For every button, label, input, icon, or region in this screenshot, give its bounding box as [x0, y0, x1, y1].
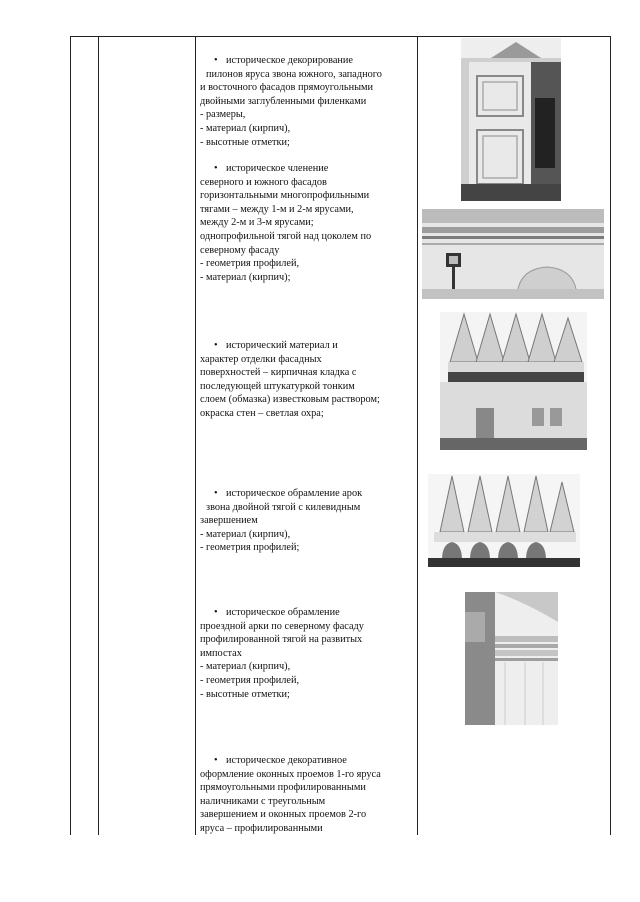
block-line: горизонтальными многопрофильными	[200, 190, 370, 202]
block-line: и восточного фасадов прямоугольными	[200, 82, 374, 94]
block-line: окраска стен – светлая охра;	[200, 407, 324, 419]
block-line: слоем (обмазка) известковым раствором;	[200, 394, 380, 406]
bullet: •	[214, 755, 218, 766]
block-lead: историческое членение	[226, 163, 329, 174]
bullet: •	[214, 488, 218, 499]
block-line: тягами – между 1-м и 2-м ярусами,	[200, 203, 354, 215]
table-border-col4	[417, 36, 418, 835]
block-lead: историческое обрамление	[226, 607, 340, 618]
block-line: - материал (кирпич),	[200, 661, 291, 673]
photo-pylon-panels	[461, 38, 561, 201]
bullet: •	[214, 55, 218, 66]
photo-arch-impost	[465, 592, 558, 725]
block-line: импостах	[200, 647, 242, 659]
block-lead: исторический материал и	[226, 340, 338, 351]
block-line: однопрофильной тягой над цоколем по	[200, 230, 372, 242]
block-line: пилонов яруса звона южного, западного	[206, 68, 382, 80]
block-line: звона двойной тягой с килевидным	[206, 501, 361, 513]
block-line: - материал (кирпич),	[200, 528, 291, 540]
block-line: - высотные отметки;	[200, 688, 290, 700]
block-line: северного и южного фасадов	[200, 176, 327, 188]
block-line: - геометрия профилей,	[200, 674, 300, 686]
text-block-1	[200, 54, 414, 149]
block-line: между 2-м и 3-м ярусами;	[200, 217, 314, 229]
block-line: завершением и оконных проемов 2-го	[200, 809, 367, 821]
table-top-border	[70, 36, 611, 37]
table-border-col2	[98, 36, 99, 835]
block-line: - материал (кирпич),	[200, 122, 291, 134]
block-line: профилированной тягой на развитых	[200, 634, 363, 646]
block-line: завершением	[200, 515, 258, 527]
photo-facade-cornice	[422, 209, 604, 299]
block-line: - геометрия профилей,	[200, 258, 300, 270]
block-line: поверхностей – кирпичная кладка с	[200, 367, 357, 379]
block-lead: историческое обрамление арок	[226, 488, 363, 499]
bullet: •	[214, 607, 218, 618]
text-block-5	[200, 606, 414, 701]
block-line: - размеры,	[200, 109, 246, 121]
block-line: характер отделки фасадных	[200, 353, 322, 365]
table-border-right	[610, 36, 611, 835]
block-line: северному фасаду	[200, 244, 280, 256]
block-line: - материал (кирпич);	[200, 271, 291, 283]
block-line: - высотные отметки;	[200, 136, 290, 148]
photo-belfry-full	[440, 312, 587, 450]
block-line: двойными заглубленными филенками	[200, 95, 367, 107]
block-line: проездной арки по северному фасаду	[200, 620, 364, 632]
block-line: оформление оконных проемов 1-го яруса	[200, 768, 381, 780]
block-line: яруса – профилированными	[200, 822, 323, 834]
block-lead: историческое декоративное	[226, 755, 347, 766]
table-border-col3	[195, 36, 196, 835]
block-line: наличниками с треугольным	[200, 795, 326, 807]
photo-belfry-arches	[428, 474, 580, 567]
block-lead: историческое декорирование	[226, 55, 354, 66]
bullet: •	[214, 163, 218, 174]
text-block-2	[200, 162, 414, 284]
block-line: - геометрия профилей;	[200, 542, 300, 554]
table-border-col1	[70, 36, 71, 835]
bullet: •	[214, 340, 218, 351]
text-block-4	[200, 487, 414, 555]
text-block-6	[200, 754, 414, 836]
block-line: последующей штукатуркой тонким	[200, 380, 355, 392]
block-line: прямоугольными профилированными	[200, 782, 366, 794]
text-block-3	[200, 339, 414, 421]
